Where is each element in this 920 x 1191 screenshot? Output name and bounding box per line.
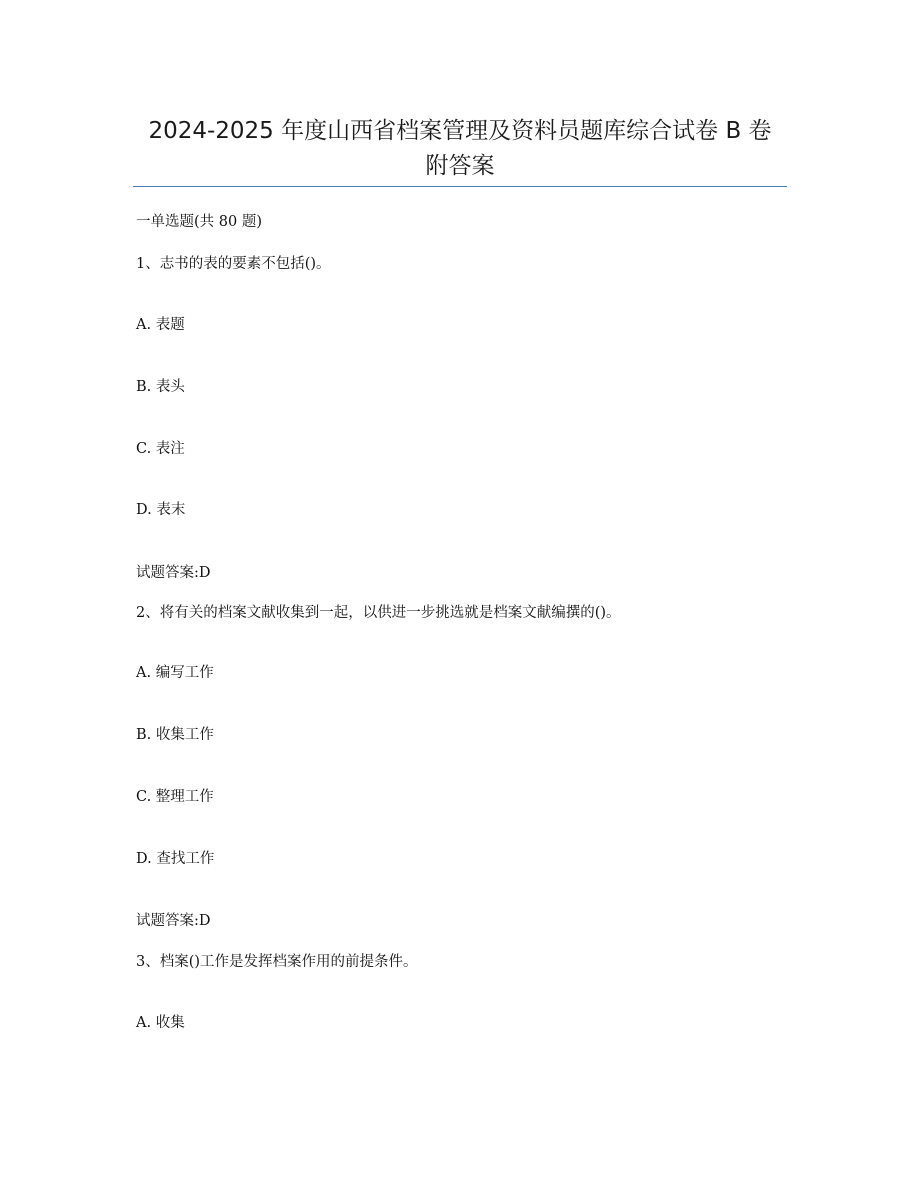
question-1-option-a: A. 表题 [136, 317, 185, 333]
title-divider [133, 186, 787, 187]
question-1-option-b: B. 表头 [136, 379, 185, 395]
question-3-stem: 3、档案()工作是发挥档案作用的前提条件。 [136, 954, 418, 970]
question-1-option-d: D. 表末 [136, 502, 186, 518]
question-1-stem: 1、志书的表的要素不包括()。 [136, 256, 331, 272]
question-2-option-d: D. 查找工作 [136, 851, 215, 867]
title-line-1: 2024-2025 年度山西省档案管理及资料员题库综合试卷 B 卷 [148, 118, 772, 144]
question-2-answer: 试题答案:D [136, 913, 211, 929]
title-line-2: 附答案 [425, 153, 495, 179]
question-2-option-c: C. 整理工作 [136, 789, 214, 805]
question-1-option-c: C. 表注 [136, 441, 185, 457]
question-2-stem: 2、将有关的档案文献收集到一起，以供进一步挑选就是档案文献编撰的()。 [136, 605, 621, 621]
section-header: 一单选题(共 80 题) [136, 214, 262, 230]
question-2-option-b: B. 收集工作 [136, 727, 214, 743]
question-2-option-a: A. 编写工作 [136, 665, 214, 681]
question-1-answer: 试题答案:D [136, 565, 211, 581]
document-title [120, 114, 800, 184]
question-3-option-a: A. 收集 [136, 1015, 185, 1031]
